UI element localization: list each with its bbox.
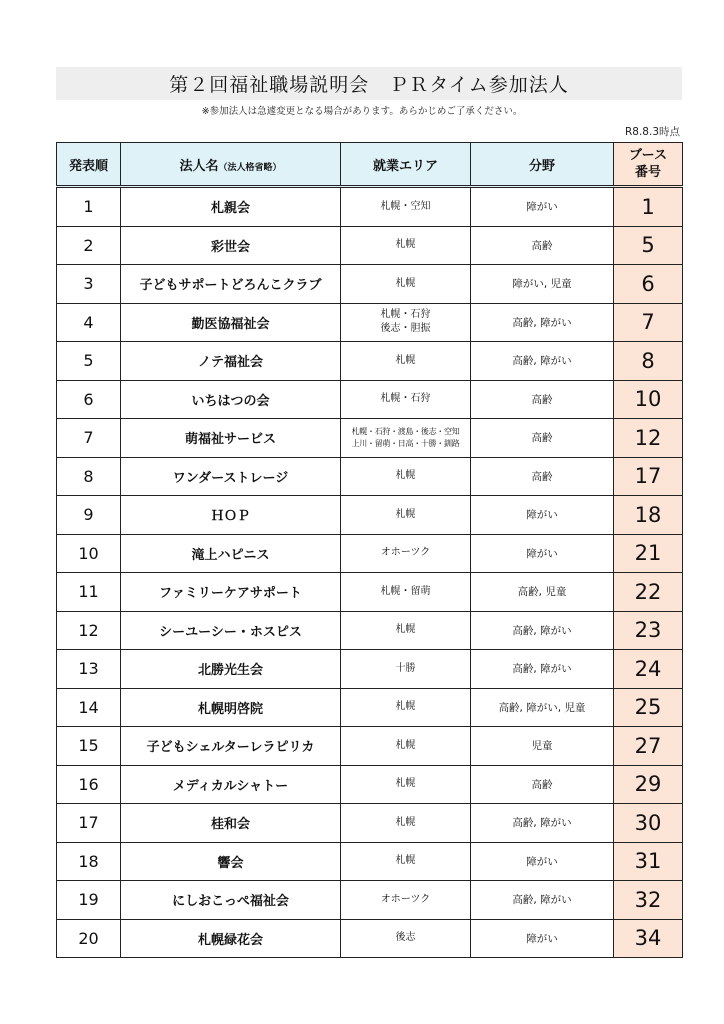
row-booth-number: 6 [614,265,683,304]
row-booth-number: 21 [614,534,683,573]
row-field: 高齢, 障がい [471,650,614,689]
row-area-line: 札幌・石狩・渡島・後志・空知 [351,426,460,436]
row-order: 17 [57,804,121,843]
row-area [341,265,471,304]
row-area [341,419,471,458]
row-field: 高齢, 障がい, 児童 [471,688,614,727]
row-name: 北勝光生会 [121,650,341,689]
row-field: 障がい [471,534,614,573]
table-row [57,727,683,766]
row-order: 12 [57,611,121,650]
page-title: 第２回福祉職場説明会 ＰＲタイム参加法人 [56,67,682,100]
row-name: ノテ福祉会 [121,342,341,381]
row-field: 高齢 [471,380,614,419]
header-booth-line2: 番号 [634,165,661,180]
row-area-line: 札幌 [395,239,416,251]
row-area-line: 札幌 [395,277,416,289]
row-area-line: 札幌 [395,855,416,867]
row-area-line: 札幌 [395,701,416,713]
row-name: 子どもサポートどろんこクラブ [121,265,341,304]
table-row [57,611,683,650]
header-order: 発表順 [57,143,121,187]
table-row [57,342,683,381]
row-order: 5 [57,342,121,381]
table-row [57,226,683,265]
row-order: 20 [57,919,121,958]
row-order: 3 [57,265,121,304]
row-order: 19 [57,881,121,920]
table-row [57,881,683,920]
row-order: 2 [57,226,121,265]
row-booth-number: 30 [614,804,683,843]
row-field: 高齢 [471,765,614,804]
row-name: 滝上ハピニス [121,534,341,573]
row-name: シーユーシー・ホスピス [121,611,341,650]
row-booth-number: 10 [614,380,683,419]
row-booth-number: 12 [614,419,683,458]
row-field: 児童 [471,727,614,766]
row-area [341,342,471,381]
row-order: 7 [57,419,121,458]
row-area [341,804,471,843]
row-name: 桂和会 [121,804,341,843]
row-area [341,727,471,766]
row-booth-number: 22 [614,573,683,612]
row-area [341,187,471,227]
row-name: 萌福祉サービス [121,419,341,458]
row-name: ファミリーケアサポート [121,573,341,612]
row-booth-number: 17 [614,457,683,496]
table-row [57,534,683,573]
row-area-line: 札幌 [395,470,416,482]
row-area [341,457,471,496]
row-area-line: 十勝 [395,662,416,674]
header-area: 就業エリア [341,143,471,187]
row-field: 高齢, 障がい [471,342,614,381]
header-booth-line1: ブース [629,148,667,163]
row-area [341,765,471,804]
as-of-date: R8.8.3時点 [624,126,680,138]
row-field: 障がい [471,187,614,227]
row-booth-number: 8 [614,342,683,381]
table-row [57,303,683,342]
row-booth-number: 34 [614,919,683,958]
row-field: 高齢, 障がい [471,881,614,920]
row-area-line: 札幌・石狩 [380,393,431,405]
row-order: 6 [57,380,121,419]
row-name: 彩世会 [121,226,341,265]
row-area [341,611,471,650]
row-order: 18 [57,842,121,881]
row-name: いちはつの会 [121,380,341,419]
row-name: ＨＯＰ [121,496,341,535]
row-field: 障がい, 児童 [471,265,614,304]
row-area [341,496,471,535]
header-name [121,143,341,187]
row-booth-number: 31 [614,842,683,881]
row-area [341,688,471,727]
row-order: 4 [57,303,121,342]
row-name: にしおこっぺ福祉会 [121,881,341,920]
table-row [57,573,683,612]
row-area-line: 後志・胆振 [380,323,431,335]
table-row [57,419,683,458]
table-header-row [57,143,683,187]
row-booth-number: 25 [614,688,683,727]
row-order: 13 [57,650,121,689]
row-booth-number: 23 [614,611,683,650]
row-order: 14 [57,688,121,727]
table-row [57,919,683,958]
row-area-line: 札幌 [395,354,416,366]
row-field: 高齢 [471,419,614,458]
table-row [57,804,683,843]
row-order: 9 [57,496,121,535]
row-booth-number: 5 [614,226,683,265]
row-area [341,534,471,573]
row-order: 15 [57,727,121,766]
row-area [341,303,471,342]
row-booth-number: 27 [614,727,683,766]
row-area [341,380,471,419]
row-order: 1 [57,187,121,227]
row-field: 高齢 [471,457,614,496]
table-row [57,265,683,304]
header-name-note: （法人格省略） [218,162,282,173]
row-area [341,842,471,881]
row-area-line: オホーツク [380,893,431,905]
table-row [57,187,683,227]
table-row [57,765,683,804]
row-area-line: 札幌・空知 [380,200,431,212]
row-area-line: 札幌 [395,778,416,790]
table-row [57,688,683,727]
row-name: ワンダーストレージ [121,457,341,496]
row-area [341,881,471,920]
row-name: 響会 [121,842,341,881]
row-area-line: 札幌 [395,739,416,751]
header-field: 分野 [471,143,614,187]
row-name: 勤医協福祉会 [121,303,341,342]
table-row [57,650,683,689]
row-booth-number: 29 [614,765,683,804]
row-area [341,650,471,689]
row-booth-number: 24 [614,650,683,689]
row-area-line: 後志 [395,932,416,944]
row-area-line: 札幌 [395,624,416,636]
row-order: 8 [57,457,121,496]
row-field: 高齢 [471,226,614,265]
table-row [57,380,683,419]
row-area [341,573,471,612]
row-field: 高齢, 障がい [471,303,614,342]
row-field: 高齢, 障がい [471,804,614,843]
row-booth-number: 1 [614,187,683,227]
row-area-line: 札幌 [395,816,416,828]
header-name-label: 法人名 [179,158,219,174]
row-booth-number: 7 [614,303,683,342]
row-area-line: 札幌 [395,508,416,520]
table-row [57,496,683,535]
row-name: 札幌緑花会 [121,919,341,958]
row-name: メディカルシャトー [121,765,341,804]
row-booth-number: 32 [614,881,683,920]
row-name: 札親会 [121,187,341,227]
row-name: 子どもシェルターレラピリカ [121,727,341,766]
row-field: 障がい [471,842,614,881]
row-order: 16 [57,765,121,804]
row-name: 札幌明啓院 [121,688,341,727]
row-field: 障がい [471,496,614,535]
row-field: 障がい [471,919,614,958]
change-notice: ※参加法人は急遽変更となる場合があります。あらかじめご了承ください。 [201,106,523,117]
row-area-line: 上川・留萌・日高・十勝・釧路 [351,438,460,448]
row-area-line: オホーツク [380,547,431,559]
row-area-line: 札幌・石狩 [380,309,431,321]
row-order: 10 [57,534,121,573]
row-area [341,226,471,265]
row-field: 高齢, 障がい [471,611,614,650]
participant-table [56,142,683,958]
table-body [57,187,683,958]
table-row [57,457,683,496]
row-area [341,919,471,958]
row-area-line: 札幌・留萌 [380,585,431,597]
row-order: 11 [57,573,121,612]
row-field: 高齢, 児童 [471,573,614,612]
row-booth-number: 18 [614,496,683,535]
header-booth [614,143,683,187]
table-row [57,842,683,881]
